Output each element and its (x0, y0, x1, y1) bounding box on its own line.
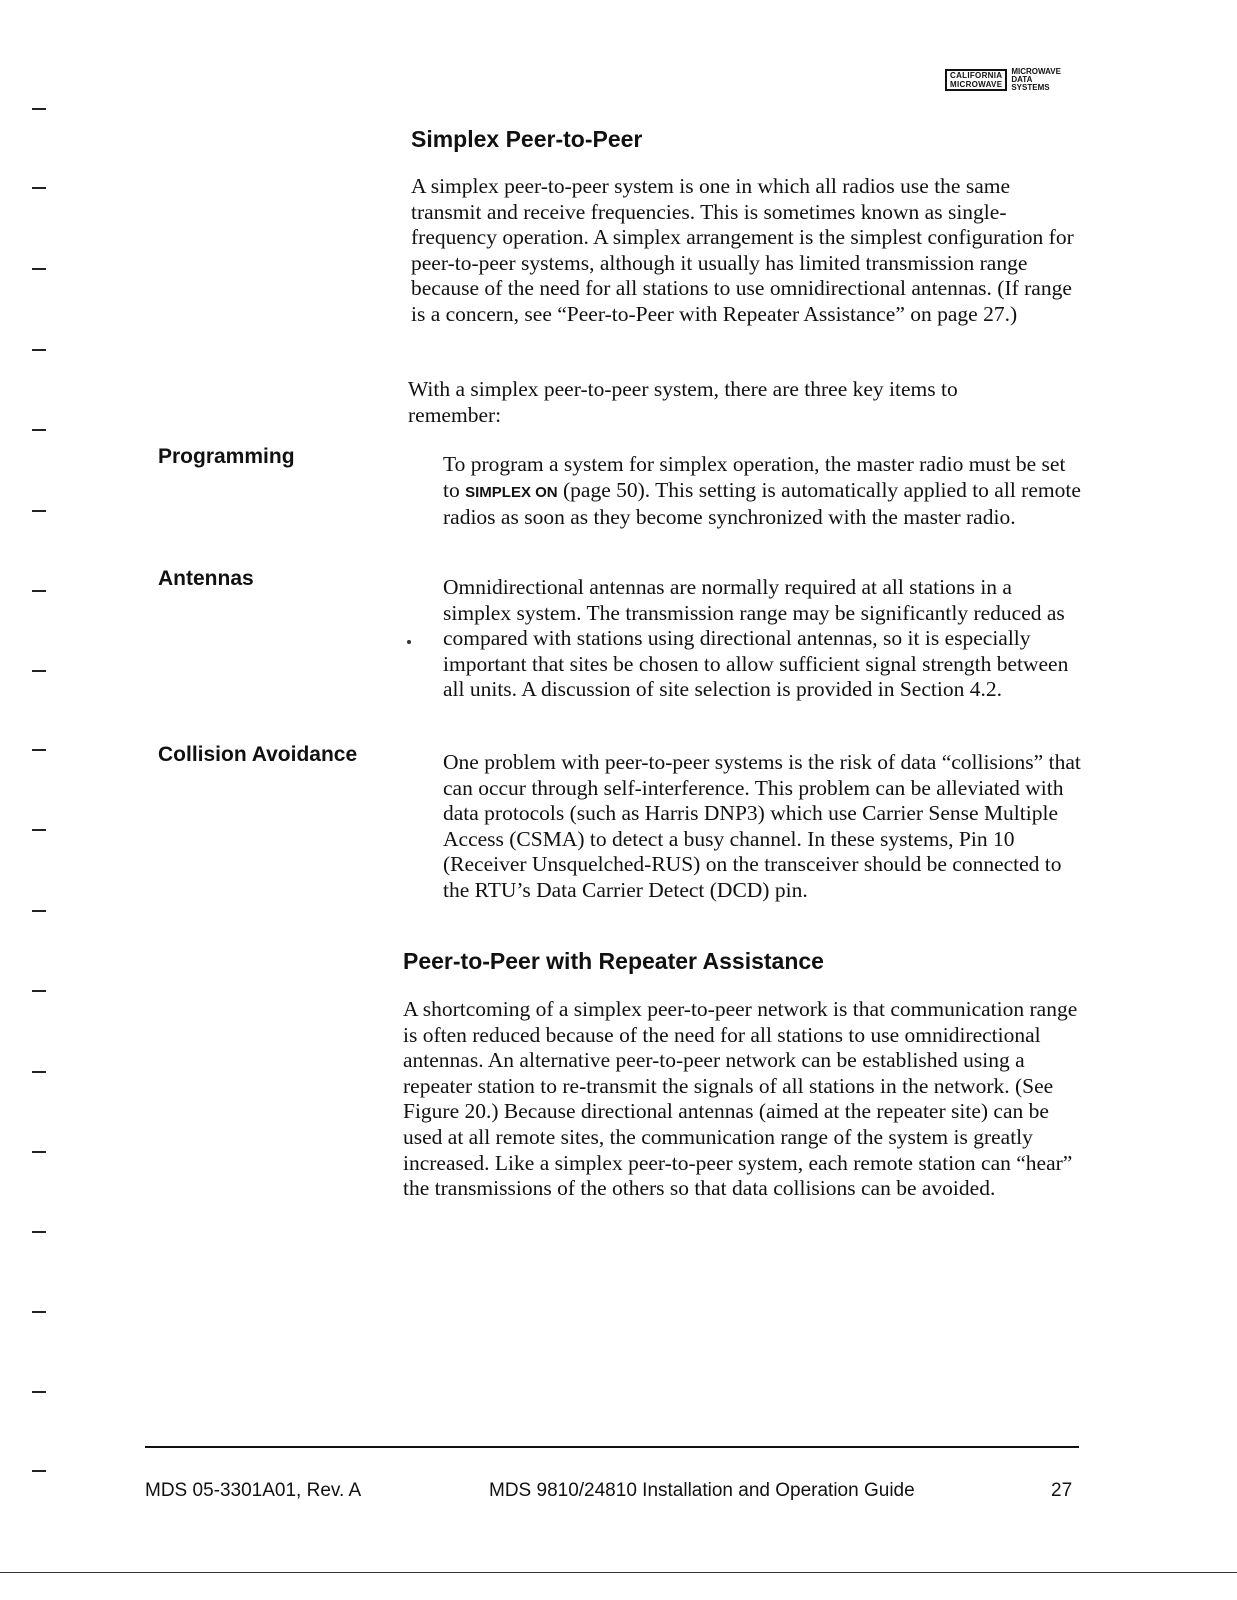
margin-tick (32, 1311, 46, 1313)
footer-doc-number: MDS 05-3301A01, Rev. A (145, 1480, 362, 1501)
footer-guide-title: MDS 9810/24810 Installation and Operation Guide (489, 1480, 915, 1501)
logo-box (945, 69, 1007, 91)
intro-paragraph: A simplex peer-to-peer system is one in which all radios use the same transmit and receive frequencies. This is sometimes known as single-frequency operation. A simplex arrangement is the simplest configuration for peer-to-peer systems, although it usually has limited transmission range because of the need for all stations to use omnidirectional antennas. (If range is a concern, see “Peer-to-Peer with Repeater Assistance” on page 27.) (411, 174, 1074, 326)
programming-text: To program a system for simplex operation, the master radio must be set to (443, 452, 1066, 502)
scan-speck (407, 640, 411, 644)
side-heading-antennas: Antennas (158, 567, 254, 590)
lead-paragraph: With a simplex peer-to-peer system, there are three key items to remember: (408, 377, 958, 427)
margin-tick (32, 749, 46, 751)
logo-box-line: CALIFORNIA (950, 71, 1003, 80)
page-number: 27 (1051, 1480, 1073, 1501)
footer-rule (145, 1446, 1079, 1448)
programming-text: (page 50). This setting is automatically applied to all remote radios as soon as they become synchronized with the master radio. (443, 477, 1081, 530)
page-edge-line (0, 1572, 1237, 1573)
margin-tick (32, 349, 46, 351)
simplex-on-command: SIMPLEX ON (465, 483, 558, 501)
margin-tick (32, 590, 46, 592)
section-heading: Simplex Peer-to-Peer (411, 126, 643, 152)
margin-tick (32, 1071, 46, 1073)
side-heading-collision-avoidance: Collision Avoidance (158, 743, 358, 766)
antennas-paragraph: Omnidirectional antennas are normally required at all stations in a simplex system. The transmission range may be significantly reduced as compared with stations using directional antennas, so it is especially important that sites be chosen to allow sufficient signal strength between all units. A discussion of site selection is provided in Section 4.2. (443, 575, 1069, 702)
logo-word: SYSTEMS (1011, 83, 1050, 92)
collision-paragraph: One problem with peer-to-peer systems is the risk of data “collisions” that can occur through self-interference. This problem can be alleviated with data protocols (such as Harris DNP3) which use Carrier Sense Multiple Access (CSMA) to detect a busy channel. In these systems, Pin 10 (Receiver Unsquelched-RUS) on the transceiver should be connected to the RTU’s Data Carrier Detect (DCD) pin. (443, 750, 1081, 902)
margin-tick (32, 429, 46, 431)
margin-tick (32, 829, 46, 831)
margin-tick (32, 670, 46, 672)
margin-tick (32, 1391, 46, 1393)
margin-tick (32, 1151, 46, 1153)
company-logo (945, 68, 1061, 92)
logo-words (1011, 68, 1061, 92)
margin-tick (32, 1231, 46, 1233)
margin-tick (32, 910, 46, 912)
margin-tick (32, 108, 46, 110)
repeater-paragraph: A shortcoming of a simplex peer-to-peer network is that communication range is often reduced because of the need for all stations to use omnidirectional antennas. An alternative peer-to-peer network can be established using a repeater station to re-transmit the signals of all stations in the network. (See Figure 20.) Because directional antennas (aimed at the repeater site) can be used at all remote sites, the communication range of the system is greatly increased. Like a simplex peer-to-peer system, each remote station can “hear” the transmissions of the others so that data collisions can be avoided. (403, 997, 1078, 1201)
section-heading: Peer-to-Peer with Repeater Assistance (403, 948, 824, 974)
margin-tick (32, 510, 46, 512)
margin-tick (32, 990, 46, 992)
margin-tick (32, 1470, 46, 1472)
programming-paragraph (443, 452, 1083, 531)
logo-word: MICROWAVE (1011, 67, 1061, 76)
margin-tick (32, 268, 46, 270)
side-heading-programming: Programming (158, 445, 295, 468)
margin-tick (32, 187, 46, 189)
logo-word: DATA (1011, 75, 1033, 84)
logo-box-line: MICROWAVE (950, 80, 1003, 89)
